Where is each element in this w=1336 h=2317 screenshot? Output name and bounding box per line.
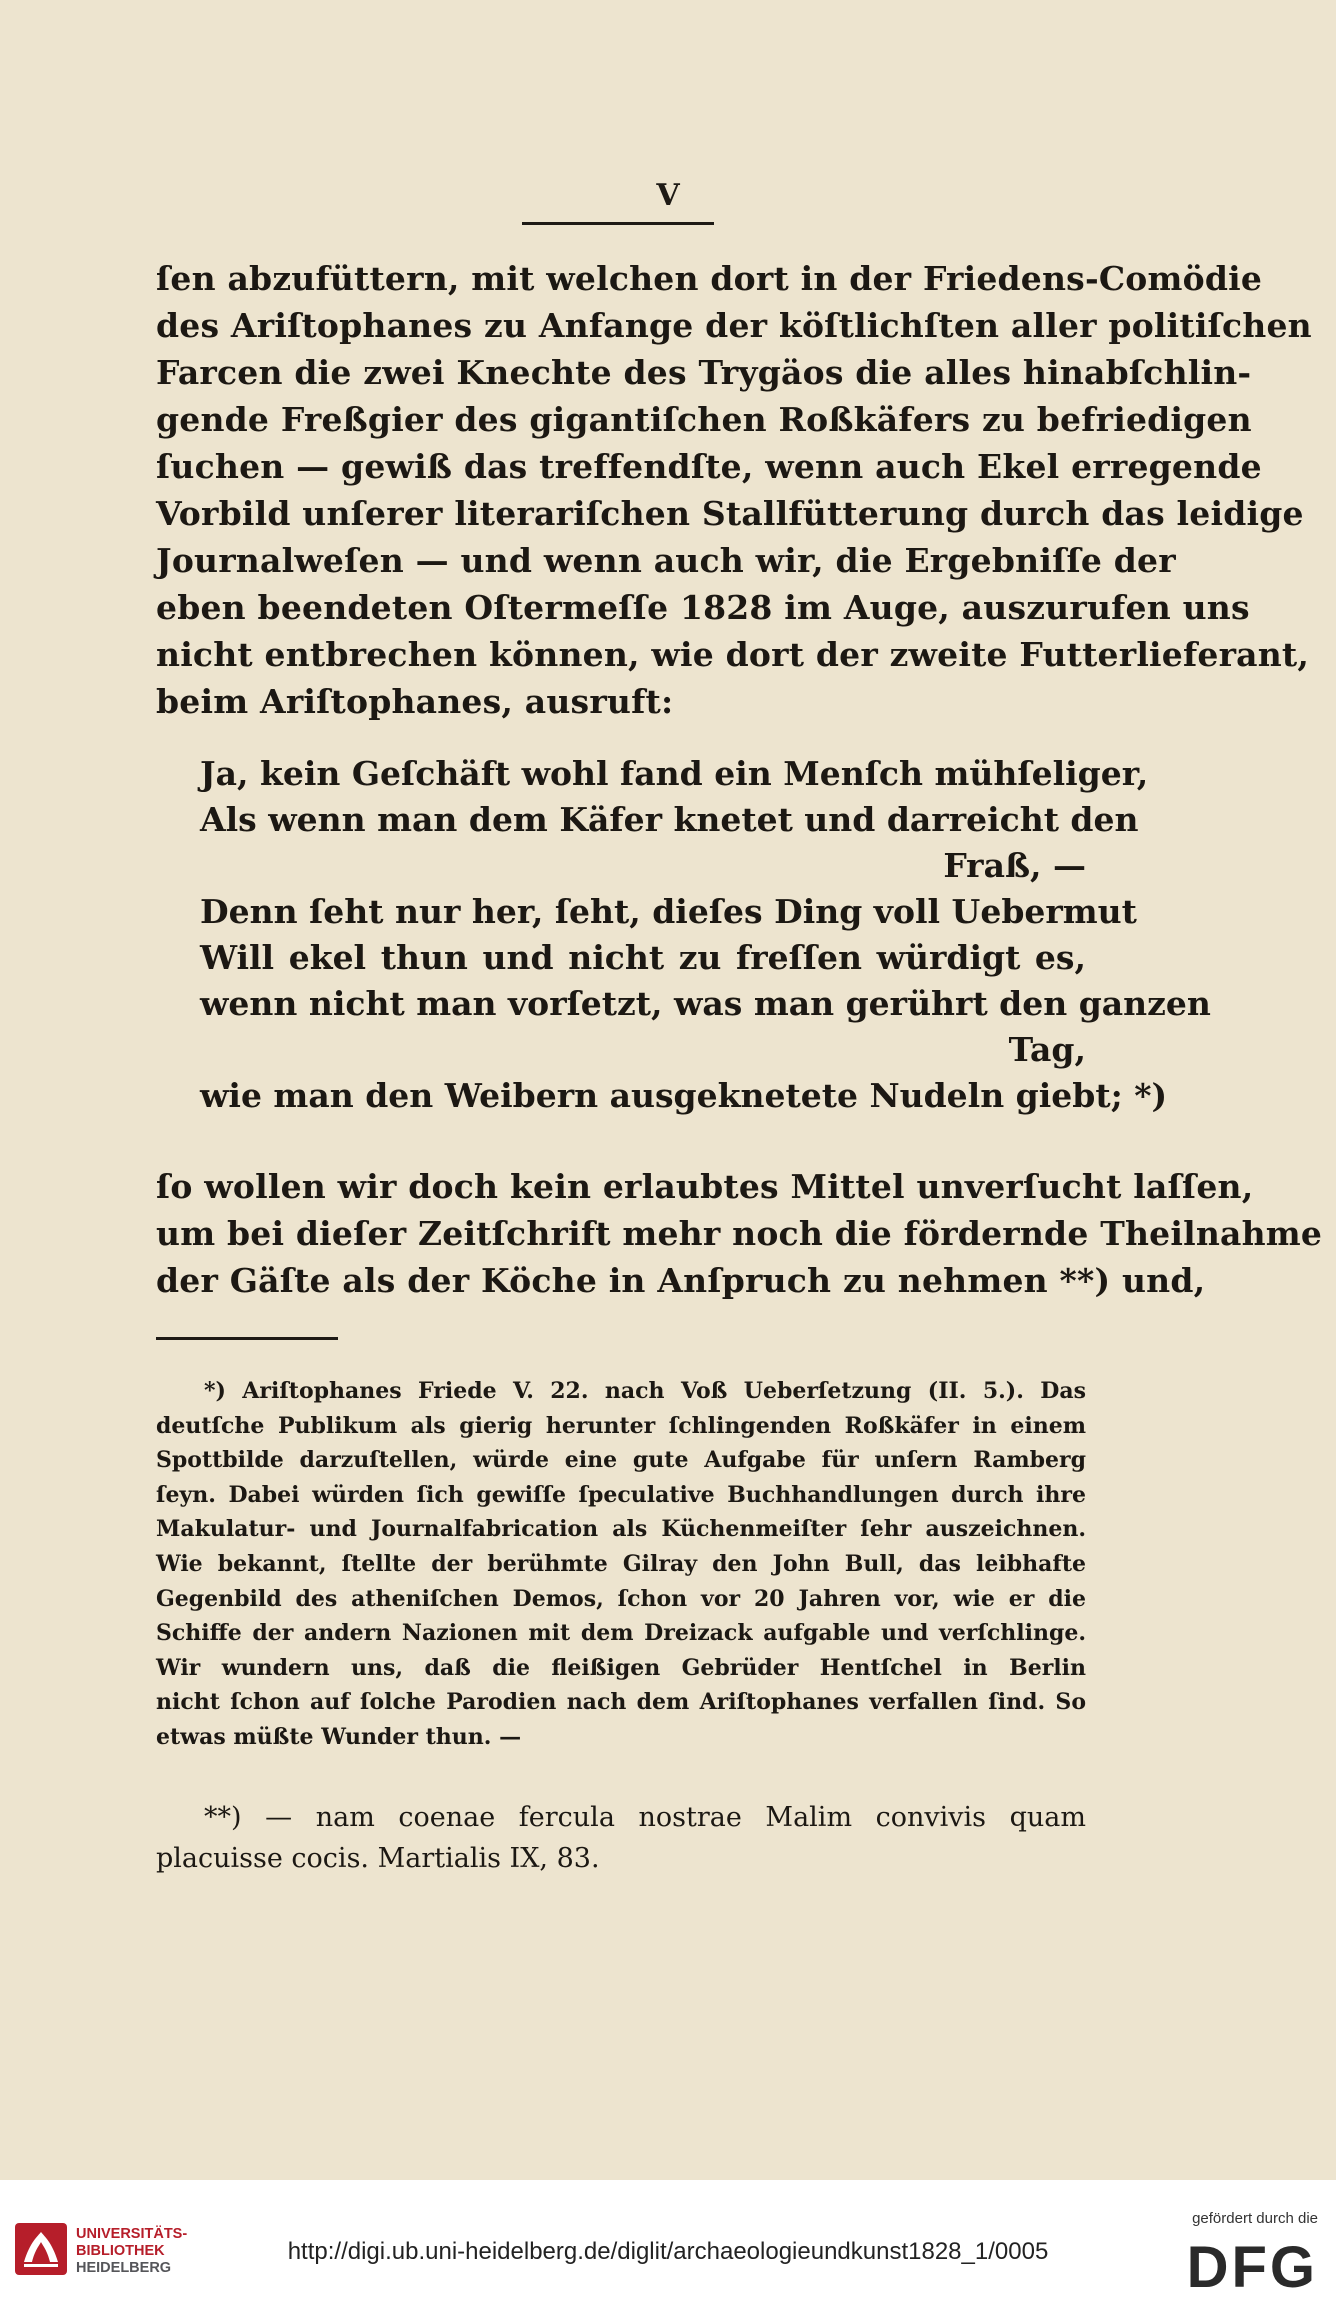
footnote-line: **) — nam coenae fercula nostrae Malim convivis quam xyxy=(204,1802,1086,1833)
footnote-line: placuisse cocis. Martialis IX, 83. xyxy=(156,1843,600,1874)
footnote-line: *) Ariſtophanes Friede V. 22. nach Voß Ueberſetzung (II. 5.). Das xyxy=(204,1378,1086,1404)
verse-quote xyxy=(200,751,1211,1119)
viewer-footer xyxy=(0,2180,1336,2317)
university-line: UNIVERSITÄTS- xyxy=(76,2226,188,2242)
paragraph-1 xyxy=(156,255,1312,725)
footnote-line: ſeyn. Dabei würden ſich gewiſſe ſpeculative Buchhandlungen durch ihre xyxy=(156,1481,1086,1508)
university-line: BIBLIOTHEK xyxy=(76,2243,165,2259)
footnote-line: deutſche Publikum als gierig herunter ſchlingenden Roßkäfer in einem xyxy=(156,1412,1086,1439)
verse-line: Ja, kein Geſchäft wohl fand ein Menſch mühſeliger, xyxy=(200,754,1149,793)
text-line: um bei dieſer Zeitſchrift mehr noch die fördernde Theilnahme xyxy=(156,1214,1323,1253)
permalink-url[interactable]: http://digi.ub.uni-heidelberg.de/diglit/archaeologieundkunst1828_1/0005 xyxy=(287,2238,1049,2265)
text-line: Journalweſen — und wenn auch wir, die Ergebniſſe der xyxy=(156,541,1176,580)
footnote-line: Wir wundern uns, daß die fleißigen Gebrüder Hentſchel in Berlin xyxy=(156,1654,1086,1681)
text-line: der Gäſte als der Köche in Anſpruch zu nehmen **) und, xyxy=(156,1261,1206,1300)
text-line: ſuchen — gewiß das treffendſte, wenn auch Ekel erregende xyxy=(156,447,1262,486)
footnote-line: etwas müßte Wunder thun. — xyxy=(156,1723,522,1750)
verse-line: Tag, xyxy=(1008,1030,1086,1069)
footnote-rule xyxy=(156,1337,338,1340)
footnote-line: Spottbilde darzuſtellen, würde eine gute Aufgabe für unſern Ramberg xyxy=(156,1447,1086,1474)
verse-line: Will ekel thun und nicht zu freſſen würdigt es, xyxy=(200,938,1086,977)
verse-line: Denn ſeht nur her, ſeht, dieſes Ding voll Uebermut xyxy=(200,892,1137,931)
verse-line: Fraß, — xyxy=(943,846,1086,885)
text-line: ſo wollen wir doch kein erlaubtes Mittel unverſucht laſſen, xyxy=(156,1167,1254,1206)
footnote-line: nicht ſchon auf ſolche Parodien nach dem Ariſtophanes verfallen ſind. So xyxy=(156,1689,1086,1716)
verse-line: wie man den Weibern ausgeknetete Nudeln giebt; *) xyxy=(200,1076,1168,1115)
funding-caption: gefördert durch die xyxy=(1192,2210,1318,2227)
text-line: des Ariſtophanes zu Anfange der köſtlichſten aller politiſchen xyxy=(156,306,1312,345)
text-line: gende Freßgier des gigantiſchen Roßkäfers zu befriedigen xyxy=(156,400,1252,439)
text-line: ſen abzufüttern, mit welchen dort in der Friedens-Comödie xyxy=(156,259,1263,298)
text-line: nicht entbrechen können, wie dort der zweite Futterlieferant, xyxy=(156,635,1310,674)
text-line: Farcen die zwei Knechte des Trygäos die alles hinabſchlin- xyxy=(156,353,1252,392)
footnote-line: Gegenbild des atheniſchen Demos, ſchon vor 20 Jahren vor, wie er die xyxy=(156,1585,1086,1612)
paragraph-2 xyxy=(156,1163,1323,1304)
university-line: HEIDELBERG xyxy=(76,2260,172,2276)
text-line: eben beendeten Oſtermeſſe 1828 im Auge, auszurufen uns xyxy=(156,588,1250,627)
text-line: Vorbild unſerer literariſchen Stallfütterung durch das leidige xyxy=(156,494,1304,533)
page-number: V xyxy=(656,178,680,213)
verse-line: wenn nicht man vorſetzt, was man gerührt den ganzen xyxy=(200,984,1211,1023)
dfg-logo[interactable]: DFG xyxy=(1186,2235,1318,2300)
verse-line: Als wenn man dem Käfer knetet und darreicht den xyxy=(200,800,1139,839)
text-line: beim Ariſtophanes, ausruft: xyxy=(156,682,674,721)
footnote-line: Makulatur- und Journalfabrication als Küchenmeiſter ſehr auszeichnen. xyxy=(156,1516,1086,1543)
footnote-line: Schiffe der andern Nazionen mit dem Dreizack aufgable und verſchlinge. xyxy=(156,1620,1086,1647)
footnote-2 xyxy=(156,1797,1086,1879)
footnote-1 xyxy=(156,1374,1086,1755)
footnote-line: Wie bekannt, ſtellte der berühmte Gilray den John Bull, das leibhafte xyxy=(156,1550,1086,1577)
header-rule xyxy=(522,222,714,225)
